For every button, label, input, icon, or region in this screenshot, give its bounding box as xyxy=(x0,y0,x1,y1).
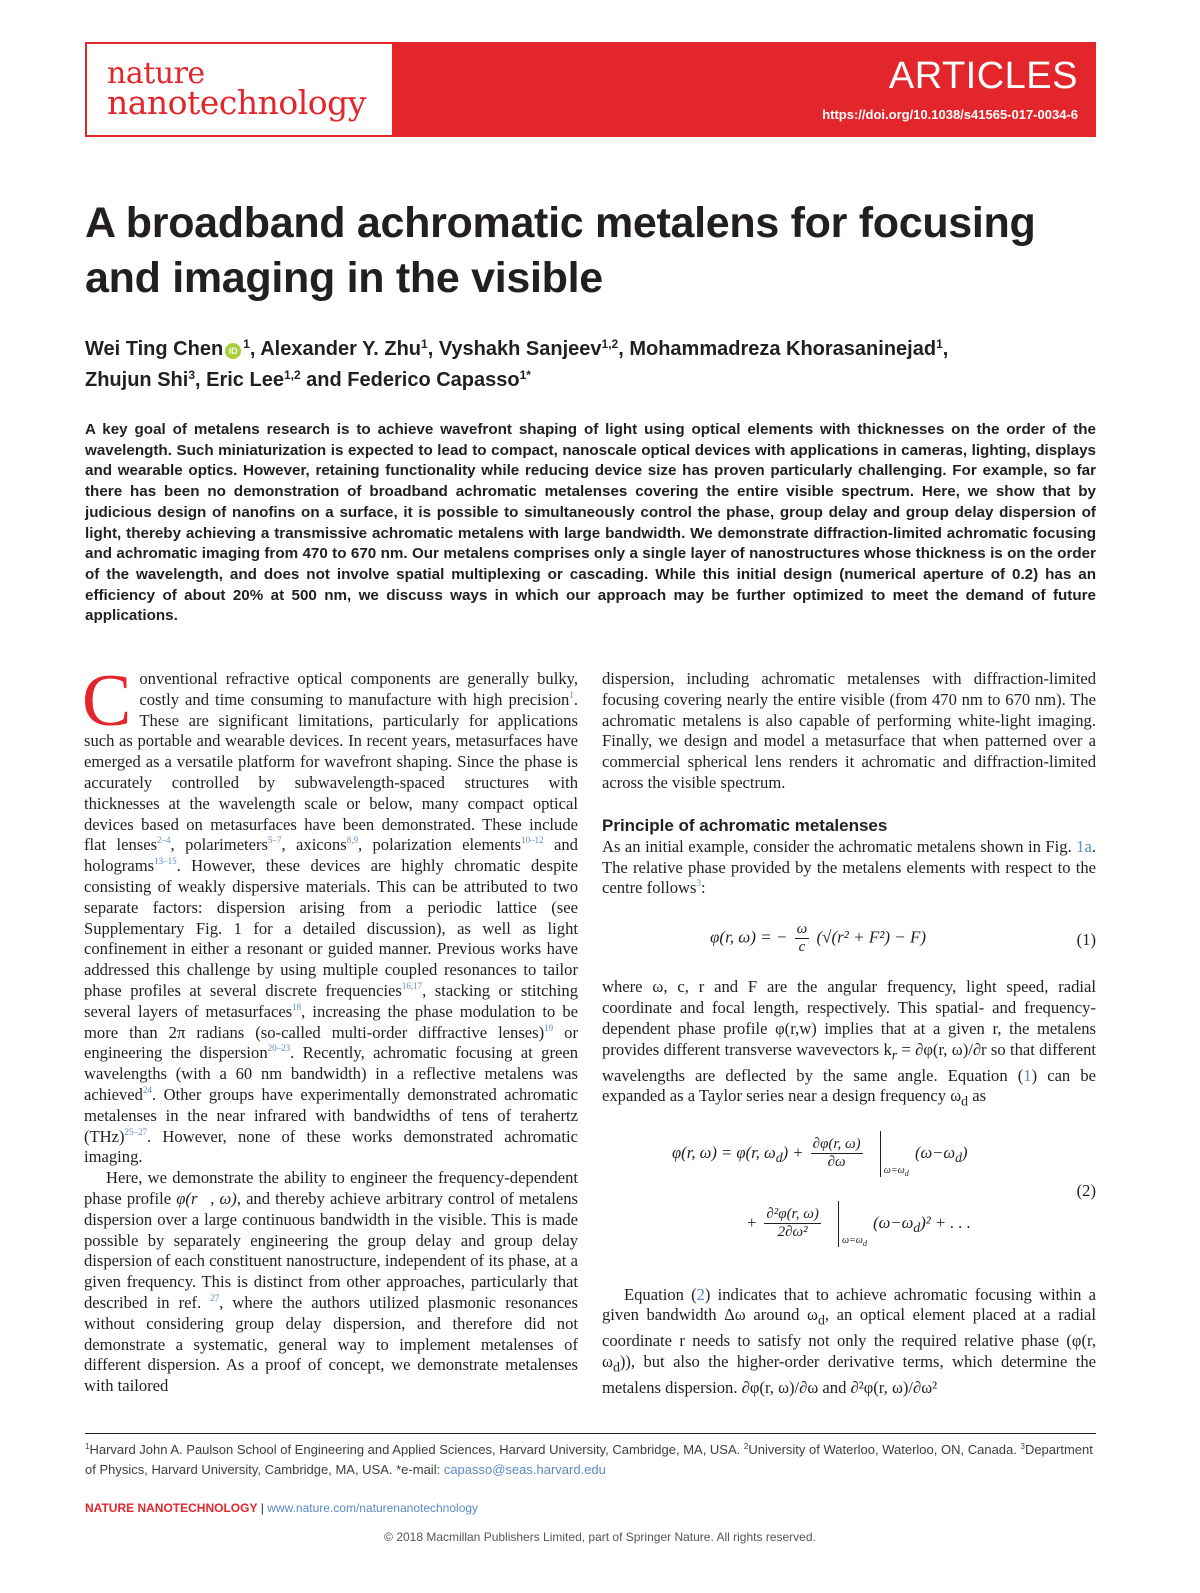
eq-term: φ(r, ω) = φ(r, ω xyxy=(672,1142,776,1162)
abstract: A key goal of metalens research is to achieve wavefront shaping of light using optical elements with thicknesses on the order of the wavelength. Such miniaturization is expected to lead to compact, nanoscale optical devices with applications in cameras, lighting, displays and wearable optics. However, retaining functionality while reducing device size has proven particularly challenging. For example, so far there has been no demonstration of broadband achromatic metalenses covering the entire visible spectrum. Here, we show that by judicious design of nanofins on a surface, it is possible to simultaneously control the phase, group delay and group delay dispersion of light, thereby achieving a transmissive achromatic metalens with large bandwidth. We demonstrate diffraction-limited achromatic focusing and achromatic imaging from 470 to 670 nm. Our metalens comprises only a single layer of nanostructures whose thickness is on the order of the wavelength, and does not involve spatial multiplexing or cascading. While this initial design (numerical aperture of 0.2) has an efficiency of about 20% at 500 nm, we discuss ways in which our approach may be further optimized to meet the demand of future applications. xyxy=(85,421,1096,625)
corresponding-author-mark: * xyxy=(526,368,531,382)
journal-footer xyxy=(85,1500,478,1516)
text-run: ) indicates that to achieve achromatic focusing within a given bandwidth Δω around ω xyxy=(602,1284,1096,1325)
text-run: Equation ( xyxy=(624,1284,697,1304)
citation-link[interactable]: 13–15 xyxy=(154,856,177,867)
affiliation-mark: 1,2 xyxy=(283,368,301,382)
affiliation-mark: 1 xyxy=(421,337,428,351)
author-name[interactable]: , Eric Lee xyxy=(195,369,284,391)
author-name[interactable]: Wei Ting Chen xyxy=(85,338,224,360)
author-name[interactable]: and Federico Capasso xyxy=(300,369,520,391)
subscript: d xyxy=(913,1219,921,1235)
text-run: , increasing the phase modulation to be more than 2π radians (so-called multi-order diffractive lenses) xyxy=(84,1001,578,1042)
affiliation-mark: 3 xyxy=(188,368,195,382)
equation-1 xyxy=(602,911,1096,969)
author-separator: , xyxy=(942,338,949,360)
affiliation-text: University of Waterloo, Waterloo, ON, Canada. xyxy=(748,1442,1021,1457)
text-run: As an initial example, consider the achromatic metalens shown in Fig. xyxy=(602,836,1077,856)
journal-banner xyxy=(85,42,1096,137)
affiliation-number: 1 xyxy=(519,368,527,382)
citation-link[interactable]: 2–4 xyxy=(157,835,171,846)
eq-term: ω=ω xyxy=(841,1234,863,1246)
text-run: or engineering the dispersion xyxy=(84,1022,578,1063)
text-run: . The relative phase provided by the metalens elements with respect to the centre follows xyxy=(602,836,1096,898)
text-run: where ω, c, r and F are the angular frequency, light speed, radial coordinate and focal length, respectively. This spatial- and frequency-dependent phase profile φ(r,w) implies that at a given r, the metalens provides different transverse wavevectors k xyxy=(602,977,1096,1059)
body-paragraph xyxy=(602,977,1096,1112)
doi-link[interactable]: https://doi.org/10.1038/s41565-017-0034-6 xyxy=(822,107,1078,122)
text-run: as xyxy=(968,1086,987,1106)
citation-link[interactable]: 25–27 xyxy=(124,1126,148,1137)
affiliation-mark: 1,2 xyxy=(601,337,619,351)
text-run: ) can be expanded as a Taylor series near a design frequency ω xyxy=(602,1065,1096,1106)
citation-link[interactable]: 3 xyxy=(696,878,701,889)
text-run: , and thereby achieve arbitrary control of metalens dispersion over a large continuous bandwidth in the visible. This is made possible by separately engineering the group delay and group delay dispersion of each constituent nanostructure, independent of its phase, at a given frequency. This is distinct from other approaches, particularly that described in ref. xyxy=(84,1188,578,1312)
eq-term: + xyxy=(746,1212,758,1232)
citation-link[interactable]: 27 xyxy=(210,1292,220,1303)
email-link[interactable]: capasso@seas.harvard.edu xyxy=(443,1462,606,1477)
text-run: , axicons xyxy=(281,835,347,855)
affiliation-mark: 1 xyxy=(85,1442,90,1451)
text-run: and holograms xyxy=(84,835,578,876)
text-run: : xyxy=(700,878,706,898)
section-label: ARTICLES xyxy=(888,55,1078,97)
fraction xyxy=(764,1206,820,1241)
equation-link[interactable]: 2 xyxy=(696,1284,705,1304)
text-run: Here, we demonstrate the ability to engineer the frequency-dependent phase profile xyxy=(84,1168,578,1208)
author-name[interactable]: Zhujun Shi xyxy=(85,369,189,391)
orcid-icon[interactable]: iD xyxy=(225,343,241,359)
affiliation-mark xyxy=(520,368,531,382)
author-list xyxy=(85,334,1095,396)
figure-link[interactable]: 1a xyxy=(1076,836,1092,856)
footer-separator: | xyxy=(257,1501,268,1515)
fraction-numerator: ∂²φ(r, ω) xyxy=(766,1206,819,1223)
subscript: d xyxy=(961,1093,969,1109)
body-paragraph xyxy=(602,837,1096,899)
citation-link[interactable]: 20–23 xyxy=(267,1043,291,1054)
author-name[interactable]: , Alexander Y. Zhu xyxy=(249,338,422,360)
footnote-divider xyxy=(85,1433,1096,1434)
journal-logo-line1: nature xyxy=(107,56,205,91)
eq-term: ω=ω xyxy=(883,1164,905,1176)
citation-link[interactable]: 1 xyxy=(569,689,574,700)
article-title: A broadband achromatic metalens for focusing and imaging in the visible xyxy=(85,199,1036,302)
intro-paragraph xyxy=(82,660,578,1168)
citation-link[interactable]: 8,9 xyxy=(346,835,358,846)
citation-link[interactable]: 18 xyxy=(292,1001,302,1012)
eq-term: (ω−ω xyxy=(873,1212,914,1232)
equation-link[interactable]: 1 xyxy=(1023,1065,1032,1085)
affiliation-mark: 1 xyxy=(936,337,943,351)
fraction-denominator: 2∂ω² xyxy=(777,1224,808,1241)
subscript: d xyxy=(817,1312,825,1328)
subscript: r xyxy=(891,1046,898,1062)
affiliation-mark: 2 xyxy=(743,1442,749,1451)
citation-link[interactable]: 16,17 xyxy=(401,980,423,991)
fraction xyxy=(795,921,810,956)
text-run: = ∂φ(r, ω)/∂r so that different wavelengths are deflected by the same angle. Equation ( xyxy=(602,1039,1096,1085)
eq-term: (√(r² + F²) − F) xyxy=(816,927,926,947)
copyright-notice: © 2018 Macmillan Publishers Limited, part of Springer Nature. All rights reserved. xyxy=(384,1530,816,1544)
equation-number: (2) xyxy=(1076,1180,1096,1200)
evaluation-point xyxy=(842,1231,867,1255)
affiliation-text: Department of Physics, Harvard University, Cambridge, MA, USA. *e-mail: xyxy=(85,1442,1093,1477)
body-paragraph: dispersion, including achromatic metalenses with diffraction-limited focusing covering nearly the entire visible (from 470 nm to 670 nm). The achromatic metalens is also capable of performing white-light imaging. Finally, we design and model a metasurface that when patterned over a commercial spherical lens renders it achromatic and diffraction-limited across the visible spectrum. xyxy=(602,669,1096,792)
subscript: d xyxy=(612,1359,620,1375)
equation-2-line2 xyxy=(746,1201,971,1247)
eq-term: φ(r, ω) = − xyxy=(710,927,788,947)
fraction-numerator: ω xyxy=(796,921,808,938)
citation-link[interactable]: 24 xyxy=(142,1084,152,1095)
subscript: d xyxy=(775,1149,783,1165)
text-run: , where the authors utilized plasmonic resonances without considering group delay dispersion, and therefore did not demonstrate a systematic, general way to implement metalenses of different dispersion. As a proof of concept, we demonstrate metalenses with tailored xyxy=(84,1292,579,1396)
text-run: . However, these devices are highly chromatic despite consisting of weakly dispersive materials. This can be attributed to two separate factors: dispersion arising from a periodic lattice (see Supplementary Fig. 1 for a detailed discussion), as well as light confinement in either a resonant or guided manner. Previous works have addressed this challenge by using multiple coupled resonances to tailor phase profiles at several discrete frequencies xyxy=(84,856,578,1000)
fraction xyxy=(811,1136,863,1171)
equation-1-body xyxy=(710,921,926,956)
journal-name: NATURE NANOTECHNOLOGY xyxy=(85,1501,258,1515)
journal-logo[interactable] xyxy=(87,44,392,135)
journal-url-link[interactable]: www.nature.com/naturenanotechnology xyxy=(267,1501,479,1515)
text-run: . These are significant limitations, particularly for applications such as portable and wearable devices. In recent years, metasurfaces have emerged as a versatile platform for wavefront shaping. Since the phase is accurately controlled by subwavelength-spaced structures with thicknesses at the wavelength scale or below, many compact optical devices based on metasurfaces have been demonstrated. These include flat lenses xyxy=(84,689,578,855)
text-run: , polarization elements xyxy=(357,835,522,855)
fraction-denominator: ∂ω xyxy=(827,1154,846,1171)
text-run: onventional refractive optical components are generally bulky, costly and time consuming to manufacture with high precision xyxy=(139,669,578,709)
body-paragraph xyxy=(602,1285,1096,1400)
equation-number: (1) xyxy=(1076,930,1096,950)
text-run: , polarimeters xyxy=(170,835,269,855)
text-run: . Other groups have experimentally demonstrated achromatic metalenses in the near infrared with bandwidths of tens of terahertz (THz) xyxy=(84,1084,578,1146)
author-name[interactable]: , Vyshakh Sanjeev xyxy=(427,338,602,360)
equation-2 xyxy=(602,1131,1096,1271)
affiliation-mark: 3 xyxy=(1020,1442,1025,1451)
subscript: d xyxy=(904,1168,909,1178)
eq-term: ) + xyxy=(782,1142,804,1162)
citation-link[interactable]: 19 xyxy=(544,1022,554,1033)
text-run: , an optical element placed at a radial coordinate r needs to satisfy not only the required relative phase (φ(r, ω xyxy=(602,1305,1096,1372)
evaluation-point xyxy=(884,1161,909,1185)
eq-term: (ω−ω xyxy=(914,1142,956,1162)
text-run: , stacking or stitching several layers of metasurfaces xyxy=(84,980,578,1021)
citation-link[interactable]: 5–7 xyxy=(268,835,282,846)
text-run: . Recently, achromatic focusing at green wavelengths (with a 60 nm bandwidth) in a reflective metalens was achieved xyxy=(84,1043,578,1104)
subscript: d xyxy=(862,1238,868,1248)
fraction-numerator: ∂φ(r, ω) xyxy=(812,1136,861,1153)
text-run: )), but also the higher-order derivative terms, which determine the metalens dispersion. ∂φ(r, ω)/∂ω and ∂²φ(r, ω)/∂ω² xyxy=(602,1352,1096,1398)
affiliation-mark: 1 xyxy=(243,337,250,351)
body-paragraph xyxy=(84,1168,578,1397)
author-name[interactable]: , Mohammadreza Khorasaninejad xyxy=(618,338,937,360)
journal-logo-line2: nanotechnology xyxy=(107,83,366,122)
drop-cap: C xyxy=(82,660,132,742)
citation-link[interactable]: 10–12 xyxy=(521,835,544,846)
section-heading: Principle of achromatic metalenses xyxy=(602,815,888,835)
body-column-right xyxy=(602,669,1096,1399)
body-column-left xyxy=(82,660,579,1397)
inline-math: φ(r⃗, ω) xyxy=(176,1188,237,1208)
equation-2-line1 xyxy=(672,1131,968,1177)
text-run: . However, none of these works demonstrated achromatic imaging. xyxy=(84,1126,578,1167)
fraction-denominator: c xyxy=(798,939,806,956)
eq-term: )² + . . . xyxy=(920,1212,971,1232)
affiliations-footnote xyxy=(85,1440,1096,1480)
affiliation-text: Harvard John A. Paulson School of Engineering and Applied Sciences, Harvard University, Cambridge, MA, USA. xyxy=(89,1442,744,1457)
subscript: d xyxy=(955,1149,963,1165)
eq-term: ) xyxy=(962,1142,968,1162)
